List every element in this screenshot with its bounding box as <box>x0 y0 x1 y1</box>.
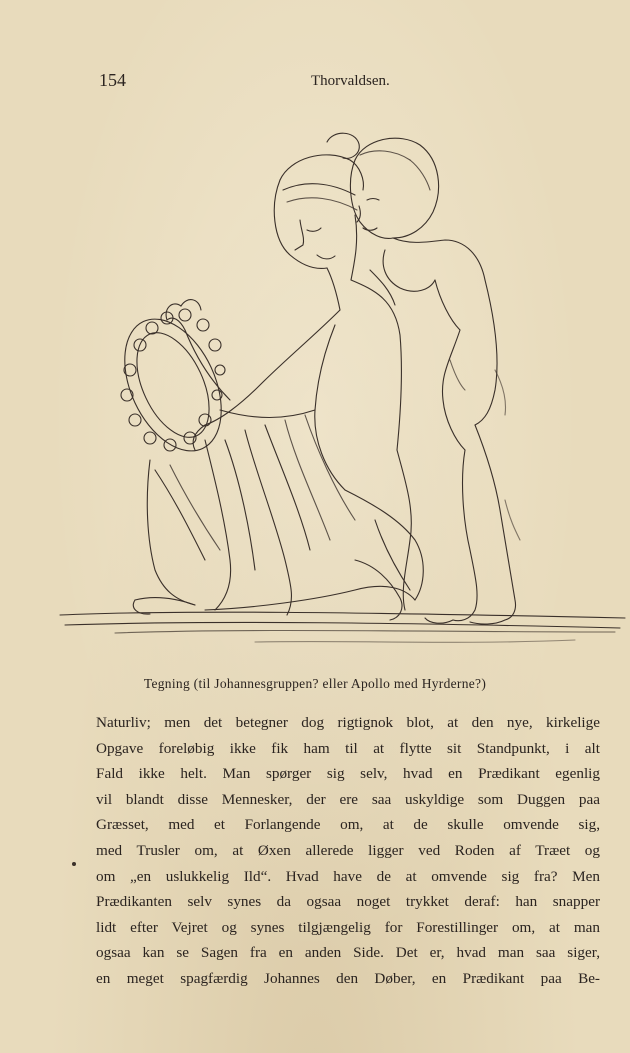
margin-mark <box>72 862 76 866</box>
text-line: Fald ikke helt. Man spørger sig selv, hvad en Prædikant egenlig <box>96 765 600 783</box>
text-line: Græsset, med et Forlangende om, at de skulle omvende sig, <box>96 816 600 834</box>
text-line: med Trusler om, at Øxen allerede ligger ved Roden af Træet og <box>96 841 600 859</box>
body-text <box>96 710 600 992</box>
text-line: vil blandt disse Mennesker, der ere saa uskyldige som Duggen paa <box>96 790 600 808</box>
text-line: om „en uslukkelig Ild“. Hvad have de at omvende sig fra? Men <box>96 867 600 885</box>
text-line: Prædikanten selv synes da ogsaa noget trykket deraf: han snapper <box>96 893 600 911</box>
text-line: Naturliv; men det betegner dog rigtignok blot, at den nye, kirkelige <box>96 714 600 731</box>
text-line: ogsaa kan se Sagen fra en anden Side. Det er, hvad man saa siger, <box>96 944 600 962</box>
sketch-illustration <box>55 120 630 660</box>
figure-caption: Tegning (til Johannesgruppen? eller Apollo med Hyrderne?) <box>143 676 487 691</box>
sketch-woman-child-wreath-icon <box>55 120 630 660</box>
running-title: Thorvaldsen. <box>311 73 390 89</box>
text-line: lidt efter Vejret og synes tilgjængelig for Forestillinger om, at man <box>96 918 600 936</box>
page-number: 154 <box>99 70 126 90</box>
page-header <box>99 70 579 96</box>
text-line: Opgave foreløbig ikke fik ham til at flytte sit Standpunkt, i alt <box>96 739 600 757</box>
text-line: en meget spagfærdig Johannes den Døber, en Prædikant paa Be- <box>96 969 600 987</box>
